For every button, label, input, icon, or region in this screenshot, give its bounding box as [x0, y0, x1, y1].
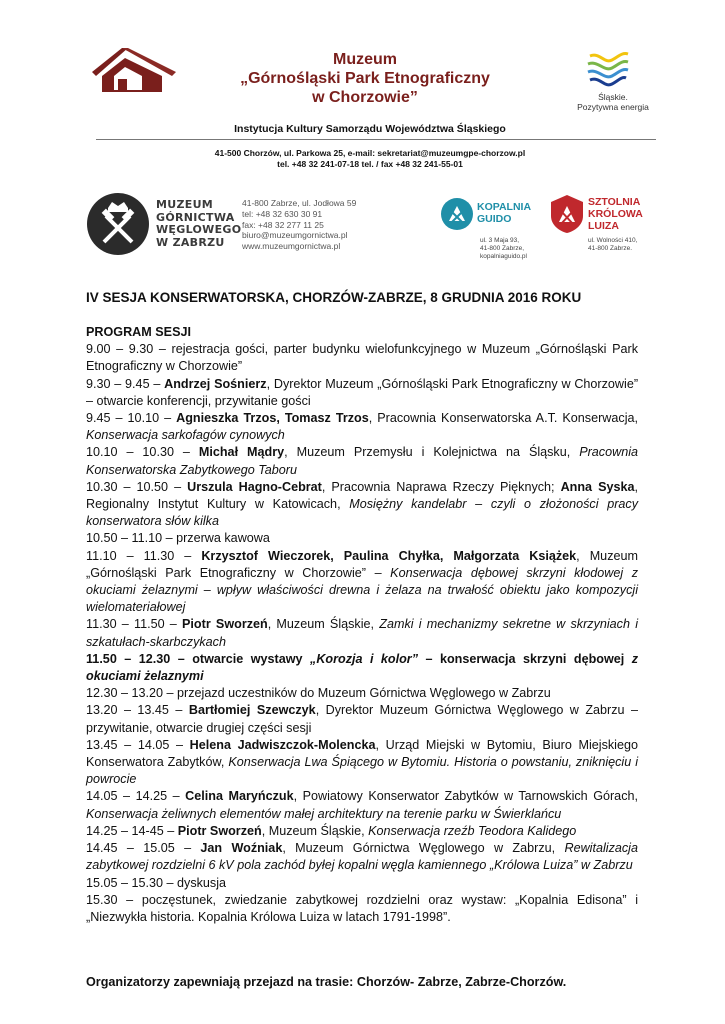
program-item-text: , Regionalny Instytut Kultury w Katowicach, — [86, 479, 638, 512]
program-item-text: , Muzeum Przemysłu i Kolejnictwa na Śląsku, — [284, 445, 580, 460]
program-item — [86, 616, 638, 650]
program-item-text: Piotr Sworzeń — [182, 617, 268, 632]
contact-line: biuro@muzeumgornictwa.pl — [242, 230, 348, 241]
mining-museum-name-line: GÓRNICTWA — [156, 210, 235, 224]
program-list — [86, 341, 638, 926]
sztolnia-luiza-address — [588, 237, 637, 253]
mining-museum-contact — [242, 198, 356, 252]
program-item-text: Rewitalizacja zabytkowej rozdzielni 6 kV pola zachód byłej kopalni węgla kamiennego „Królowa Luiza” w Zabrzu — [86, 841, 638, 873]
program-item-text: 10.50 – 11.10 – przerwa kawowa — [86, 531, 270, 546]
program-item-text: Konserwacja rzeźb Teodora Kalidego — [368, 823, 577, 838]
museum-title — [200, 50, 530, 107]
program-item-text: 9.30 – 9.45 – — [86, 376, 165, 391]
program-item — [86, 702, 638, 736]
program-item-text: 10.30 – 10.50 – — [86, 479, 188, 494]
program-item — [86, 376, 638, 410]
program-item-text: 15.30 – poczęstunek, zwiedzanie zabytkowej rozdzielni oraz wystaw: „Kopalnia Edisona” i „Niezwykła historia. Kopalnia Królowa Luiza w latach 1791-1998”. — [86, 892, 638, 924]
program-item-text: , Muzeum „Górnośląski Park Etnograficzny w Chorzowie” – — [86, 548, 638, 580]
sztolnia-name-line: LUIZA — [588, 220, 619, 232]
program-item — [86, 892, 638, 926]
program-item — [86, 341, 638, 375]
museum-roof-logo-icon — [92, 46, 178, 94]
museum-title-line: „Górnośląski Park Etnograficzny — [240, 70, 490, 87]
program-item-text: 14.25 – 14-45 – — [86, 823, 178, 838]
program-item-text: Jan Woźniak — [200, 841, 283, 856]
mining-museum-logo-icon — [86, 192, 150, 256]
kopalnia-address-line: 41-800 Zabrze, — [480, 245, 525, 252]
mining-museum-name-line: WĘGLOWEGO — [156, 223, 242, 236]
program-item-text: Konserwacja żeliwnych elementów małej architektury na terenie parku w Świerklańcu — [86, 806, 562, 821]
program-item — [86, 685, 638, 702]
session-heading: IV SESJA KONSERWATORSKA, CHORZÓW-ZABRZE, 8 GRUDNIA 2016 ROKU — [86, 290, 582, 305]
mining-museum-name — [156, 199, 241, 249]
program-item-text: , Dyrektor Muzeum „Górnośląski Park Etnograficzny w Chorzowie” – otwarcie konferencji, przywitanie gości — [86, 376, 639, 408]
program-item-text: Andrzej Sośnierz — [164, 376, 267, 391]
slaskie-wave-logo-icon — [584, 50, 632, 92]
kopalnia-guido-logo-icon — [440, 197, 474, 231]
program-item-text: Konserwacja sarkofagów cynowych — [86, 428, 285, 443]
program-item-text: 11.10 – 11.30 – — [86, 548, 202, 563]
program-item-text: – konserwacja skrzyni dębowej — [418, 651, 632, 666]
sztolnia-address-line: 41-800 Zabrze. — [588, 245, 633, 252]
program-item — [86, 479, 638, 531]
program-item-text: Mosiężny kandelabr – czyli o złożoności pracy konserwatora słów kilka — [86, 497, 639, 529]
program-item-text: 13.45 – 14.05 – — [86, 737, 190, 752]
program-item-text: Pracownia Konserwatorska Zabytkowego Taboru — [86, 445, 639, 477]
program-item — [86, 530, 638, 547]
kopalnia-name-line: GUIDO — [477, 213, 512, 225]
program-item-text: Krzysztof Wieczorek, Paulina Chyłka, Małgorzata Książek — [201, 548, 577, 563]
address-line: 41-500 Chorzów, ul. Parkowa 25, e-mail: sekretariat@muzeumgpe-chorzow.pl — [214, 148, 526, 158]
program-item-text: Agnieszka Trzos, Tomasz Trzos — [176, 411, 369, 426]
program-item-text: z okuciami żelaznymi — [86, 651, 639, 684]
museum-title-line: w Chorzowie” — [312, 89, 418, 106]
program-item — [86, 444, 638, 478]
program-item — [86, 875, 638, 892]
sztolnia-name-line: KRÓLOWA — [588, 208, 643, 220]
program-item-text: 9.45 – 10.10 – — [86, 411, 177, 426]
sztolnia-luiza-name — [588, 196, 643, 232]
program-item — [86, 737, 638, 789]
program-item-text: Zamki i mechanizmy sekretne w skrzyniach i szkatułach-skarbczykach — [86, 617, 638, 649]
program-item-text: 9.00 – 9.30 – rejestracja gości, parter budynku wielofunkcyjnego w Muzeum „Górnośląski Park Etnograficzny w Chorzowie” — [86, 342, 638, 374]
kopalnia-address-line: kopalniaguido.pl — [480, 253, 527, 260]
slaskie-logo-text — [568, 92, 658, 112]
program-item-text: 14.45 – 15.05 – — [86, 841, 201, 856]
contact-line: www.muzeumgornictwa.pl — [242, 241, 341, 252]
program-item-text: , Muzeum Śląskie, — [261, 823, 369, 838]
transport-note: Organizatorzy zapewniają przejazd na trasie: Chorzów- Zabrze, Zabrze-Chorzów. — [86, 975, 567, 989]
program-item-text: , Dyrektor Muzeum Górnictwa Węglowego w Zabrzu – przywitanie, otwarcie drugiej części sesji — [86, 703, 638, 735]
program-section — [86, 324, 638, 926]
program-item-text: , Muzeum Górnictwa Węglowego w Zabrzu, — [282, 841, 565, 856]
program-item-text: 13.20 – 13.45 – — [86, 703, 189, 718]
program-item-text: „Korozja i kolor” — [310, 651, 419, 666]
program-item-text: 15.05 – 15.30 – dyskusja — [86, 875, 227, 890]
program-item-text: Bartłomiej Szewczyk — [188, 703, 316, 718]
program-item-text: Piotr Sworzeń — [177, 823, 262, 838]
program-item-text: , Powiatowy Konserwator Zabytków w Tarnowskich Górach, — [293, 789, 638, 804]
program-item — [86, 548, 638, 617]
institution-line: Instytucja Kultury Samorządu Województwa Śląskiego — [234, 123, 506, 135]
program-item-text: Konserwacja Lwa Śpiącego w Bytomiu. Historia o powstaniu, zniknięciu i powrocie — [86, 755, 639, 787]
sztolnia-luiza-logo-icon — [549, 194, 585, 234]
program-item-text: , Pracownia Konserwatorska A.T. Konserwacja, — [368, 411, 638, 426]
sztolnia-name-line: SZTOLNIA — [588, 196, 641, 208]
header-divider — [96, 139, 656, 140]
program-item — [86, 823, 638, 840]
program-item-text: Anna Syska — [560, 479, 635, 494]
program-item-text: Konserwacja dębowej skrzyni kłodowej z okuciami żelaznymi – wpływ właściwości drewna i żelaza na trwałość obiektu jako kompozycji wielomateriałowej — [86, 565, 638, 615]
program-item-text: 14.05 – 14.25 – — [86, 789, 186, 804]
contact-line: tel: +48 32 630 30 91 — [242, 208, 323, 219]
program-item — [86, 651, 638, 685]
slaskie-text-line: Pozytywna energia — [577, 102, 649, 112]
program-item — [86, 788, 638, 822]
program-title: PROGRAM SESJI — [86, 325, 191, 339]
program-item-text: , Urząd Miejski w Bytomiu, Biuro Miejskiego Konserwatora Zabytków, — [86, 737, 638, 770]
kopalnia-guido-address — [480, 237, 527, 261]
program-item-text: Urszula Hagno-Cebrat — [187, 479, 322, 494]
mining-museum-name-line: W ZABRZU — [156, 235, 225, 249]
program-item-text: , Muzeum Śląskie, — [267, 617, 380, 632]
slaskie-text-line: Śląskie. — [598, 92, 628, 102]
museum-address — [120, 148, 620, 170]
program-item — [86, 840, 638, 874]
contact-line: fax: +48 32 277 11 25 — [242, 219, 324, 230]
program-item-text: Michał Mądry — [198, 445, 285, 460]
program-item — [86, 410, 638, 444]
program-item-text: 11.30 – 11.50 – — [86, 617, 183, 632]
mining-museum-name-line: MUZEUM — [156, 198, 214, 211]
museum-title-line: Muzeum — [333, 51, 397, 68]
program-item-text: Helena Jadwiszczok-Molencka — [189, 737, 376, 752]
kopalnia-guido-name — [477, 201, 531, 225]
kopalnia-address-line: ul. 3 Maja 93, — [480, 237, 520, 244]
program-item-text: 12.30 – 13.20 – przejazd uczestników do Muzeum Górnictwa Węglowego w Zabrzu — [86, 686, 551, 701]
contact-line: 41-800 Zabrze, ul. Jodłowa 59 — [242, 198, 357, 208]
program-item-text: , Pracownia Naprawa Rzeczy Pięknych; — [321, 479, 561, 494]
address-line: tel. +48 32 241-07-18 tel. / fax +48 32 241-55-01 — [277, 159, 463, 169]
kopalnia-name-line: KOPALNIA — [477, 201, 532, 213]
program-item-text: 10.10 – 10.30 – — [86, 445, 199, 460]
sztolnia-address-line: ul. Wolności 410, — [588, 237, 638, 244]
program-item-text: Celina Maryńczuk — [185, 789, 294, 804]
program-item-text: 11.50 – 12.30 – otwarcie wystawy — [86, 651, 311, 666]
